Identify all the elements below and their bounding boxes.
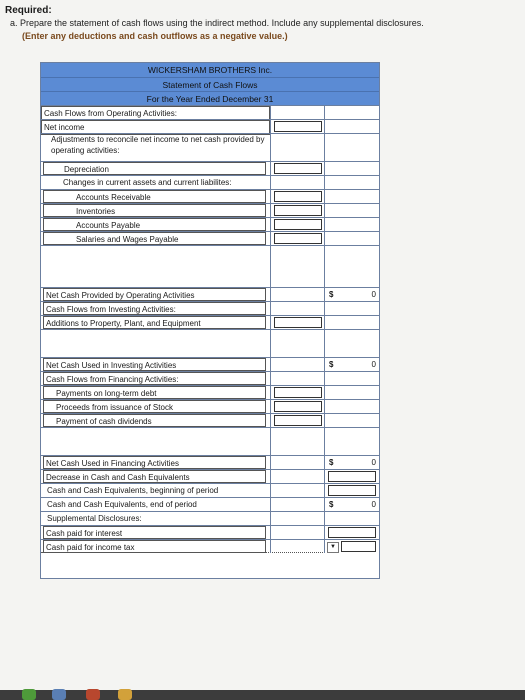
accounts-receivable-amount-input[interactable]	[270, 190, 325, 203]
currency-symbol: $	[329, 500, 334, 509]
depreciation-amount-input[interactable]	[270, 162, 325, 175]
app-icon-3[interactable]	[86, 689, 100, 700]
payments-debt-label[interactable]: Payments on long-term debt	[43, 386, 266, 399]
row-cash-begin	[41, 483, 379, 497]
additions-ppe-total	[324, 316, 379, 329]
salaries-payable-label[interactable]: Salaries and Wages Payable	[43, 232, 266, 245]
additions-ppe-label[interactable]: Additions to Property, Plant, and Equipment	[43, 316, 266, 329]
operating-header-amount	[270, 106, 325, 119]
cash-end-value: 0	[371, 500, 376, 509]
dropdown-arrow-icon[interactable]: ▼	[327, 542, 339, 553]
cash-end-label: Cash and Cash Equivalents, end of period	[47, 500, 197, 509]
blank-1-total	[324, 246, 379, 287]
currency-symbol: $	[329, 458, 334, 467]
required-heading: Required:	[5, 5, 52, 16]
statement-title: Statement of Cash Flows	[41, 77, 379, 92]
row-changes	[41, 175, 379, 189]
taskbar	[0, 690, 525, 700]
row-financing-header	[41, 371, 379, 385]
net-operating-amount	[270, 288, 325, 301]
app-icon-1[interactable]	[22, 689, 36, 700]
salaries-payable-amount-input[interactable]	[270, 232, 325, 245]
proceeds-stock-label[interactable]: Proceeds from issuance of Stock	[43, 400, 266, 413]
row-salaries-payable	[41, 231, 379, 245]
instruction-note: (Enter any deductions and cash outflows as a negative value.)	[22, 31, 288, 41]
row-additions-ppe	[41, 315, 379, 329]
salaries-payable-total	[324, 232, 379, 245]
row-blank-3	[41, 427, 379, 455]
changes-total	[324, 176, 379, 189]
changes-amount	[270, 176, 325, 189]
depreciation-label[interactable]: Depreciation	[43, 162, 266, 175]
net-income-total	[324, 120, 379, 133]
app-icon-4[interactable]	[118, 689, 132, 700]
net-income-amount-input[interactable]	[270, 120, 325, 133]
adjustments-label: Adjustments to reconcile net income to net cash provided by operating activities:	[51, 135, 265, 155]
cash-begin-label: Cash and Cash Equivalents, beginning of period	[47, 486, 219, 495]
net-financing-total	[324, 456, 379, 469]
changes-label: Changes in current assets and current liabilites:	[63, 178, 232, 187]
net-income-label[interactable]: Net income	[41, 120, 270, 135]
payments-debt-total	[324, 386, 379, 399]
cash-interest-label[interactable]: Cash paid for interest	[43, 526, 266, 539]
accounts-receivable-total	[324, 190, 379, 203]
blank-2-total	[324, 330, 379, 357]
investing-header-total	[324, 302, 379, 315]
payments-debt-amount-input[interactable]	[270, 386, 325, 399]
net-financing-amount	[270, 456, 325, 469]
net-investing-value: 0	[371, 360, 376, 369]
cash-flow-statement-form	[40, 62, 380, 579]
row-blank-2	[41, 329, 379, 357]
cash-tax-label[interactable]: Cash paid for income tax	[43, 540, 266, 553]
proceeds-stock-amount-input[interactable]	[270, 400, 325, 413]
financing-header-total	[324, 372, 379, 385]
app-icon-2[interactable]	[52, 689, 66, 700]
row-dividends	[41, 413, 379, 427]
decrease-cash-amount	[270, 470, 325, 483]
cash-begin-total-input[interactable]	[324, 484, 379, 497]
row-net-financing	[41, 455, 379, 469]
additions-ppe-amount-input[interactable]	[270, 316, 325, 329]
net-investing-total	[324, 358, 379, 371]
net-investing-label[interactable]: Net Cash Used in Investing Activities	[43, 358, 266, 371]
accounts-payable-amount-input[interactable]	[270, 218, 325, 231]
row-payments-debt	[41, 385, 379, 399]
row-operating-header	[41, 105, 379, 119]
row-net-investing	[41, 357, 379, 371]
statement-period: For the Year Ended December 31	[41, 91, 379, 106]
inventories-label[interactable]: Inventories	[43, 204, 266, 217]
row-investing-header	[41, 301, 379, 315]
decrease-cash-label[interactable]: Decrease in Cash and Cash Equivalents	[43, 470, 266, 483]
row-cash-tax	[41, 539, 379, 553]
financing-header-amount	[270, 372, 325, 385]
row-supplemental	[41, 511, 379, 525]
currency-symbol: $	[329, 360, 334, 369]
cash-interest-amount	[270, 526, 325, 539]
dividends-total	[324, 414, 379, 427]
financing-header-label: Cash Flows from Financing Activities:	[43, 372, 266, 385]
instruction-text: a. Prepare the statement of cash flows using the indirect method. Include any supplemental disclosures.	[10, 18, 424, 28]
accounts-payable-label[interactable]: Accounts Payable	[43, 218, 266, 231]
net-operating-label[interactable]: Net Cash Provided by Operating Activities	[43, 288, 266, 301]
blank-3-total	[324, 428, 379, 455]
row-net-operating	[41, 287, 379, 301]
cash-tax-amount	[270, 540, 325, 553]
proceeds-stock-total	[324, 400, 379, 413]
adjustments-amount	[270, 134, 325, 161]
depreciation-total	[324, 162, 379, 175]
cash-end-amount	[270, 498, 325, 511]
investing-header-label: Cash Flows from Investing Activities:	[43, 302, 266, 315]
accounts-receivable-label[interactable]: Accounts Receivable	[43, 190, 266, 203]
net-operating-value: 0	[371, 290, 376, 299]
cash-begin-amount	[270, 484, 325, 497]
supplemental-label: Supplemental Disclosures:	[47, 514, 142, 523]
cash-end-total	[324, 498, 379, 511]
investing-header-amount	[270, 302, 325, 315]
row-accounts-payable	[41, 217, 379, 231]
row-adjustments	[41, 133, 379, 161]
adjustments-total	[324, 134, 379, 161]
row-decrease-cash	[41, 469, 379, 483]
decrease-cash-total-input[interactable]	[324, 470, 379, 483]
row-accounts-receivable	[41, 189, 379, 203]
operating-header-label: Cash Flows from Operating Activities:	[41, 106, 270, 121]
company-name: WICKERSHAM BROTHERS Inc.	[41, 63, 379, 77]
dividends-label[interactable]: Payment of cash dividends	[43, 414, 266, 427]
blank-3-amount	[270, 428, 325, 455]
net-financing-value: 0	[371, 458, 376, 467]
row-blank-1	[41, 245, 379, 287]
inventories-amount-input[interactable]	[270, 204, 325, 217]
row-cash-end	[41, 497, 379, 511]
row-proceeds-stock	[41, 399, 379, 413]
cash-interest-total-input[interactable]	[324, 526, 379, 539]
accounts-payable-total	[324, 218, 379, 231]
supplemental-amount	[270, 512, 325, 525]
row-cash-interest	[41, 525, 379, 539]
dividends-amount-input[interactable]	[270, 414, 325, 427]
net-investing-amount	[270, 358, 325, 371]
row-depreciation	[41, 161, 379, 175]
blank-1-amount	[270, 246, 325, 287]
operating-header-total	[324, 106, 379, 119]
supplemental-total	[324, 512, 379, 525]
currency-symbol: $	[329, 290, 334, 299]
row-inventories	[41, 203, 379, 217]
net-operating-total	[324, 288, 379, 301]
cash-tax-total-input[interactable]	[324, 540, 379, 553]
row-net-income	[41, 119, 379, 133]
net-financing-label[interactable]: Net Cash Used in Financing Activities	[43, 456, 266, 469]
inventories-total	[324, 204, 379, 217]
blank-2-amount	[270, 330, 325, 357]
